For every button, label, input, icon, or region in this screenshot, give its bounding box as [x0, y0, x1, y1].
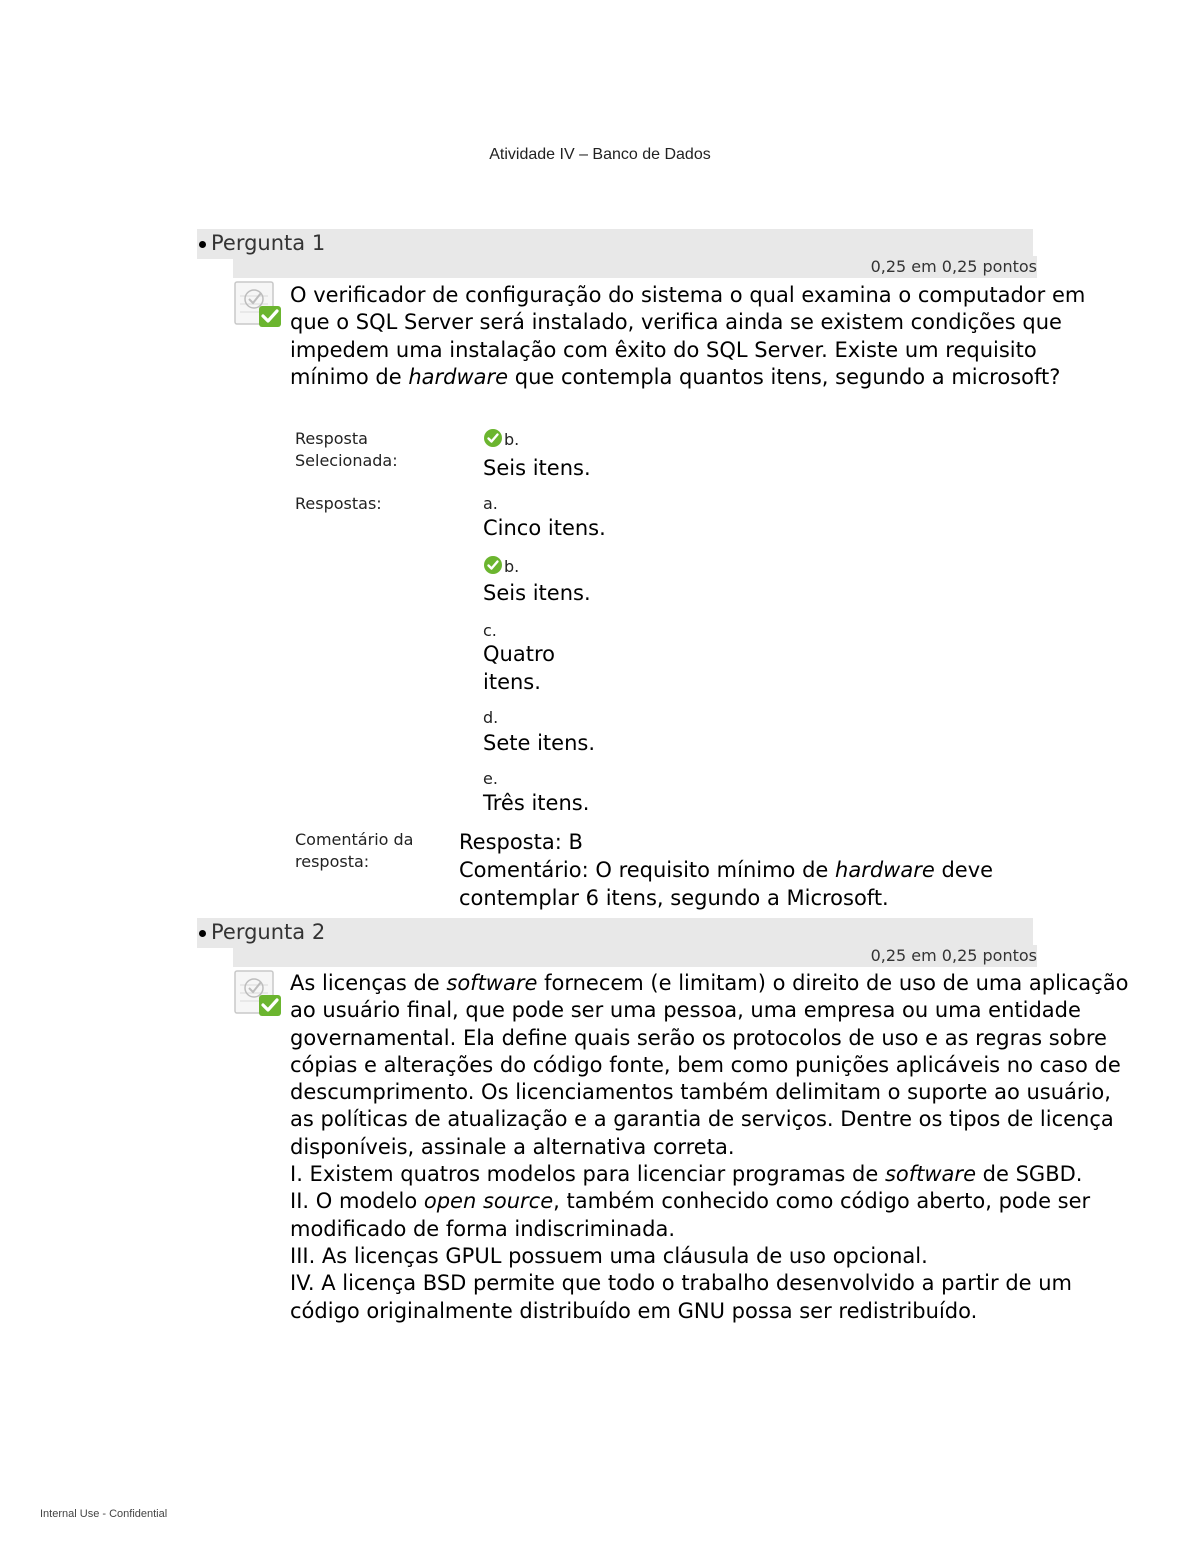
answer-a-text: Cinco itens.: [483, 516, 606, 540]
question-2-item-1: I. Existem quatros modelos para licenciar programas de software de SGBD.: [290, 1162, 1083, 1187]
answer-c-text: Quatro itens.: [483, 642, 555, 694]
question-2-item-2: II. O modelo open source, também conhecido como código aberto, pode ser modificado de forma indiscriminada.: [290, 1189, 1091, 1241]
answer-e-letter: e.: [483, 769, 498, 788]
answer-e-text: Três itens.: [483, 791, 590, 815]
answers-label: Respostas:: [295, 494, 382, 513]
document-header: Atividade IV – Banco de Dados: [489, 146, 711, 163]
question-2-text: [290, 970, 1140, 1325]
correct-answer-icon: [234, 969, 284, 1019]
answer-c-letter: c.: [483, 621, 497, 640]
answer-d-letter: d.: [483, 708, 499, 727]
answer-a-letter: a.: [483, 494, 498, 513]
question-2-title: Pergunta 2: [211, 920, 326, 944]
bullet-icon: [199, 930, 206, 937]
question-1-title: Pergunta 1: [211, 231, 326, 255]
question-2-score: 0,25 em 0,25 pontos: [233, 945, 1037, 967]
question-2-header: [197, 918, 1033, 948]
bullet-icon: [199, 241, 206, 248]
correct-answer-icon: [234, 280, 284, 330]
question-2-intro: As licenças de software fornecem (e limitam) o direito de uso de uma aplicação ao usuário final, que pode ser uma pessoa, uma empresa ou uma entidade governamental. Ela define quais serão os protocolos de uso e as regras sobre cópias e alterações do código fonte, bem como punições aplicáveis no caso de descumprimento. Os licenciamentos também delimitam o suporte ao usuário, as políticas de atualização e a garantia de serviços. Dentre os tipos de licença disponíveis, assinale a alternativa correta.: [290, 971, 1129, 1159]
comment-answer: Resposta: B: [459, 830, 583, 854]
correct-check-icon: [483, 428, 503, 448]
selected-answer-letter: b.: [483, 428, 519, 450]
question-2-item-4: IV. A licença BSD permite que todo o trabalho desenvolvido a partir de um código originalmente distribuído em GNU possa ser redistribuído.: [290, 1271, 1073, 1323]
answer-b-letter: b.: [483, 555, 519, 577]
answer-d-text: Sete itens.: [483, 731, 595, 755]
selected-answer-label: Resposta Selecionada:: [295, 429, 398, 470]
answer-b-text: Seis itens.: [483, 581, 591, 605]
comment-body: Comentário: O requisito mínimo de hardware deve contemplar 6 itens, segundo a Microsoft.: [459, 858, 994, 910]
comment-text: [459, 828, 1099, 912]
correct-check-icon: [483, 555, 503, 575]
selected-answer-text: Seis itens.: [483, 456, 591, 480]
question-1-text: O verificador de configuração do sistema o qual examina o computador em que o SQL Server será instalado, verifica ainda se existem condições que impedem uma instalação com êxito do SQL Server. Existe um requisito mínimo de hardware que contempla quantos itens, segundo a microsoft?: [290, 283, 1086, 389]
question-2-item-3: III. As licenças GPUL possuem uma cláusula de uso opcional.: [290, 1243, 928, 1268]
question-1-score: 0,25 em 0,25 pontos: [233, 256, 1037, 278]
question-1-header: [197, 229, 1033, 259]
document-footer: Internal Use - Confidential: [40, 1508, 168, 1520]
comment-label: Comentário da resposta:: [295, 830, 414, 871]
